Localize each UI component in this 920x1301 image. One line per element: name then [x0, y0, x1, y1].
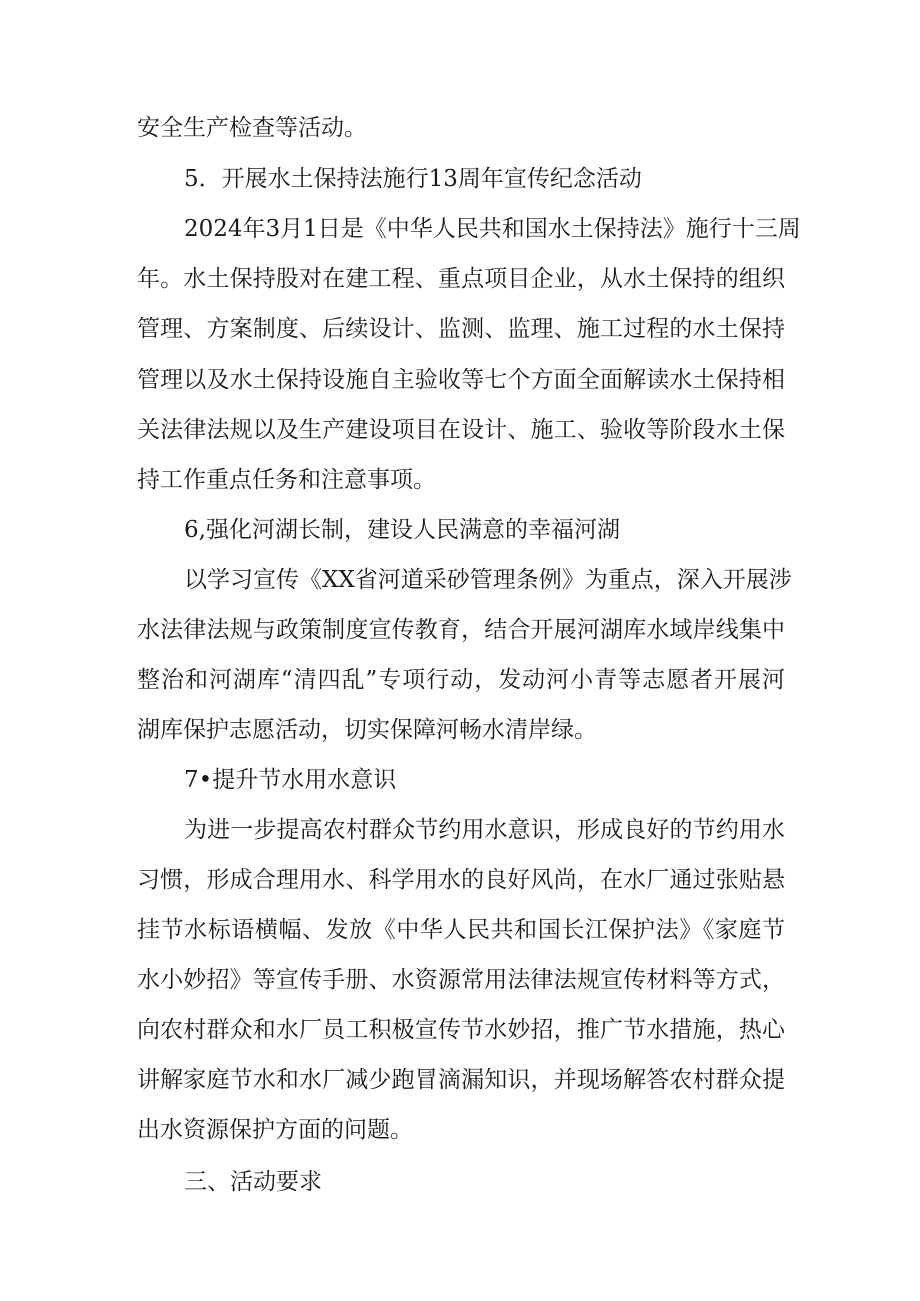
- paragraph-line: 以学习宣传《XX省河道采砂管理条例》为重点，深入开展涉: [184, 567, 792, 593]
- paragraph-line: 挂节水标语横幅、发放《中华人民共和国长江保护法》《家庭节: [137, 917, 785, 943]
- paragraph-line: 向农村群众和水厂员工积极宣传节水妙招，推广节水措施，热心: [137, 1017, 785, 1043]
- paragraph-line: 习惯，形成合理用水、科学用水的良好风尚，在水厂通过张贴悬: [137, 867, 785, 893]
- paragraph-line: 整治和河湖库“清四乱”专项行动，发动河小青等志愿者开展河: [137, 667, 785, 693]
- paragraph-line: 为进一步提高农村群众节约用水意识，形成良好的节约用水: [184, 817, 785, 843]
- paragraph-line: 年。水土保持股对在建工程、重点项目企业，从水土保持的组织: [137, 266, 785, 292]
- section-heading-5: 5．开展水土保持法施行13周年宣传纪念活动: [184, 166, 642, 192]
- paragraph-line: 安全生产检查等活动。: [137, 115, 367, 141]
- section-heading-6: 6,强化河湖长制，建设人民满意的幸福河湖: [184, 517, 620, 543]
- paragraph-line: 水小妙招》等宣传手册、水资源常用法律法规宣传材料等方式，: [137, 967, 785, 993]
- paragraph-line: 讲解家庭节水和水厂减少跑冒滴漏知识，并现场解答农村群众提: [137, 1067, 785, 1093]
- paragraph-line: 持工作重点任务和注意事项。: [137, 467, 436, 493]
- paragraph-line: 出水资源保护方面的问题。: [137, 1117, 413, 1143]
- section-heading-7: 7•提升节水用水意识: [184, 767, 397, 793]
- paragraph-line: 湖库保护志愿活动，切实保障河畅水清岸绿。: [137, 717, 597, 743]
- paragraph-line: 2024年3月1日是《中华人民共和国水土保持法》施行十三周: [184, 216, 801, 242]
- paragraph-line: 关法律法规以及生产建设项目在设计、施工、验收等阶段水土保: [137, 417, 785, 443]
- paragraph-line: 管理、方案制度、后续设计、监测、监理、施工过程的水土保持: [137, 316, 785, 342]
- paragraph-line: 管理以及水土保持设施自主验收等七个方面全面解读水土保持相: [137, 367, 785, 393]
- paragraph-line: 水法律法规与政策制度宣传教育，结合开展河湖库水域岸线集中: [137, 617, 785, 643]
- section-heading-3: 三、活动要求: [184, 1169, 322, 1195]
